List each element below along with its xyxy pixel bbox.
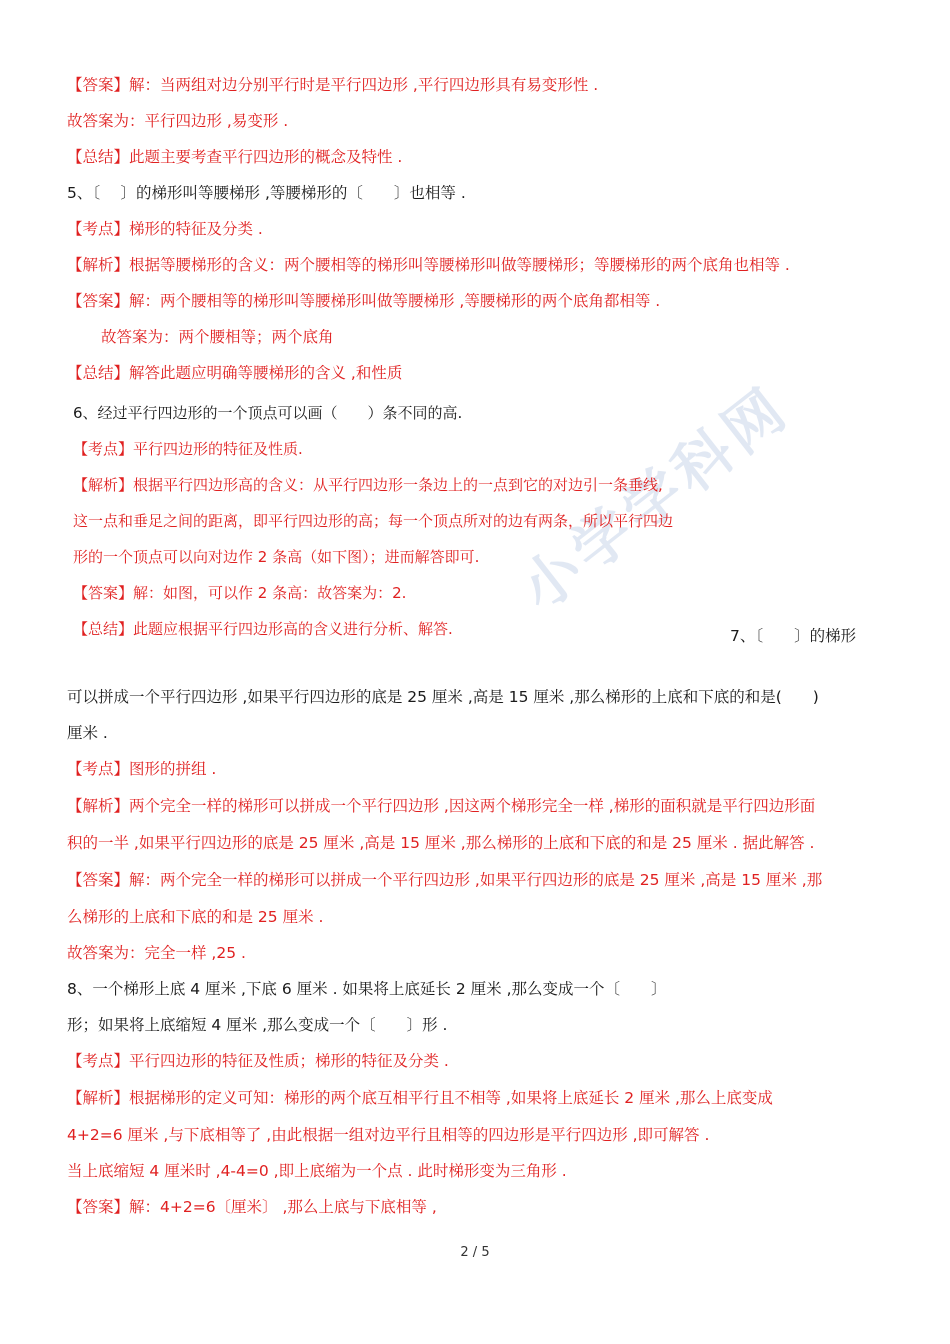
answer-conclusion: 故答案为：平行四边形 ,易变形 . [67, 112, 289, 130]
analysis-line: 【解析】根据等腰梯形的含义：两个腰相等的梯形叫等腰梯形叫做等腰梯形；等腰梯形的两个底角也相等 . [67, 256, 790, 274]
analysis-line: 这一点和垂足之间的距离，即平行四边形的高；每一个顶点所对的边有两条，所以平行四边 [73, 512, 674, 530]
analysis-line: 【解析】根据平行四边形高的含义：从平行四边形一条边上的一点到它的对边引一条垂线, [73, 476, 663, 494]
knowledge-point: 【考点】平行四边形的特征及性质；梯形的特征及分类 . [67, 1052, 449, 1070]
knowledge-point: 【考点】图形的拼组 . [67, 760, 217, 778]
answer-line: 【答案】解：如图，可以作 2 条高：故答案为：2. [73, 584, 407, 602]
question-7: 可以拼成一个平行四边形 ,如果平行四边形的底是 25 厘米 ,高是 15 厘米 ,那么梯形的上底和下底的和是( ) [67, 688, 819, 706]
answer-line: 【答案】解：4+2=6〔厘米〕 ,那么上底与下底相等 , [67, 1198, 437, 1216]
knowledge-point: 【考点】平行四边形的特征及性质. [73, 440, 303, 458]
summary-line: 【总结】解答此题应明确等腰梯形的含义 ,和性质 [67, 364, 403, 382]
question-7-start: 7、〔 〕的梯形 [730, 627, 857, 645]
page-number: 2 / 5 [460, 1245, 490, 1260]
answer-line: 【答案】解：两个完全一样的梯形可以拼成一个平行四边形 ,如果平行四边形的底是 25 厘米 ,高是 15 厘米 ,那 [67, 871, 823, 889]
summary-line: 【总结】此题主要考查平行四边形的概念及特性 . [67, 148, 403, 166]
answer-line: 【答案】解：当两组对边分别平行时是平行四边形 ,平行四边形具有易变形性 . [67, 76, 599, 94]
analysis-line: 【解析】根据梯形的定义可知：梯形的两个底互相平行且不相等 ,如果将上底延长 2 厘米 ,那么上底变成 [67, 1089, 773, 1107]
analysis-line: 当上底缩短 4 厘米时 ,4-4=0 ,即上底缩为一个点 . 此时梯形变为三角形 . [67, 1162, 567, 1180]
answer-conclusion: 故答案为：完全一样 ,25 . [67, 944, 246, 962]
summary-line: 【总结】此题应根据平行四边形高的含义进行分析、解答. [73, 620, 453, 638]
question-8: 8、一个梯形上底 4 厘米 ,下底 6 厘米 . 如果将上底延长 2 厘米 ,那么变成一个〔 〕 [67, 980, 667, 998]
answer-line: 【答案】解：两个腰相等的梯形叫等腰梯形叫做等腰梯形 ,等腰梯形的两个底角都相等 . [67, 292, 661, 310]
question-7: 厘米 . [67, 724, 108, 742]
question-5: 5、〔 〕的梯形叫等腰梯形 ,等腰梯形的〔 〕也相等 . [67, 184, 466, 202]
analysis-line: 积的一半 ,如果平行四边形的底是 25 厘米 ,高是 15 厘米 ,那么梯形的上底和下底的和是 25 厘米 . 据此解答 . [67, 834, 815, 852]
analysis-line: 4+2=6 厘米 ,与下底相等了 ,由此根据一组对边平行且相等的四边形是平行四边形 ,即可解答 . [67, 1126, 710, 1144]
analysis-line: 【解析】两个完全一样的梯形可以拼成一个平行四边形 ,因这两个梯形完全一样 ,梯形的面积就是平行四边形面 [67, 797, 816, 815]
question-6: 6、经过平行四边形的一个顶点可以画（ ）条不同的高. [73, 404, 463, 422]
watermark: 小学学科网 [508, 373, 803, 624]
analysis-line: 形的一个顶点可以向对边作 2 条高（如下图）；进而解答即可. [73, 548, 480, 566]
knowledge-point: 【考点】梯形的特征及分类 . [67, 220, 263, 238]
answer-conclusion: 故答案为：两个腰相等；两个底角 [101, 328, 334, 346]
question-8: 形；如果将上底缩短 4 厘米 ,那么变成一个〔 〕形 . [67, 1016, 448, 1034]
answer-line: 么梯形的上底和下底的和是 25 厘米 . [67, 908, 324, 926]
